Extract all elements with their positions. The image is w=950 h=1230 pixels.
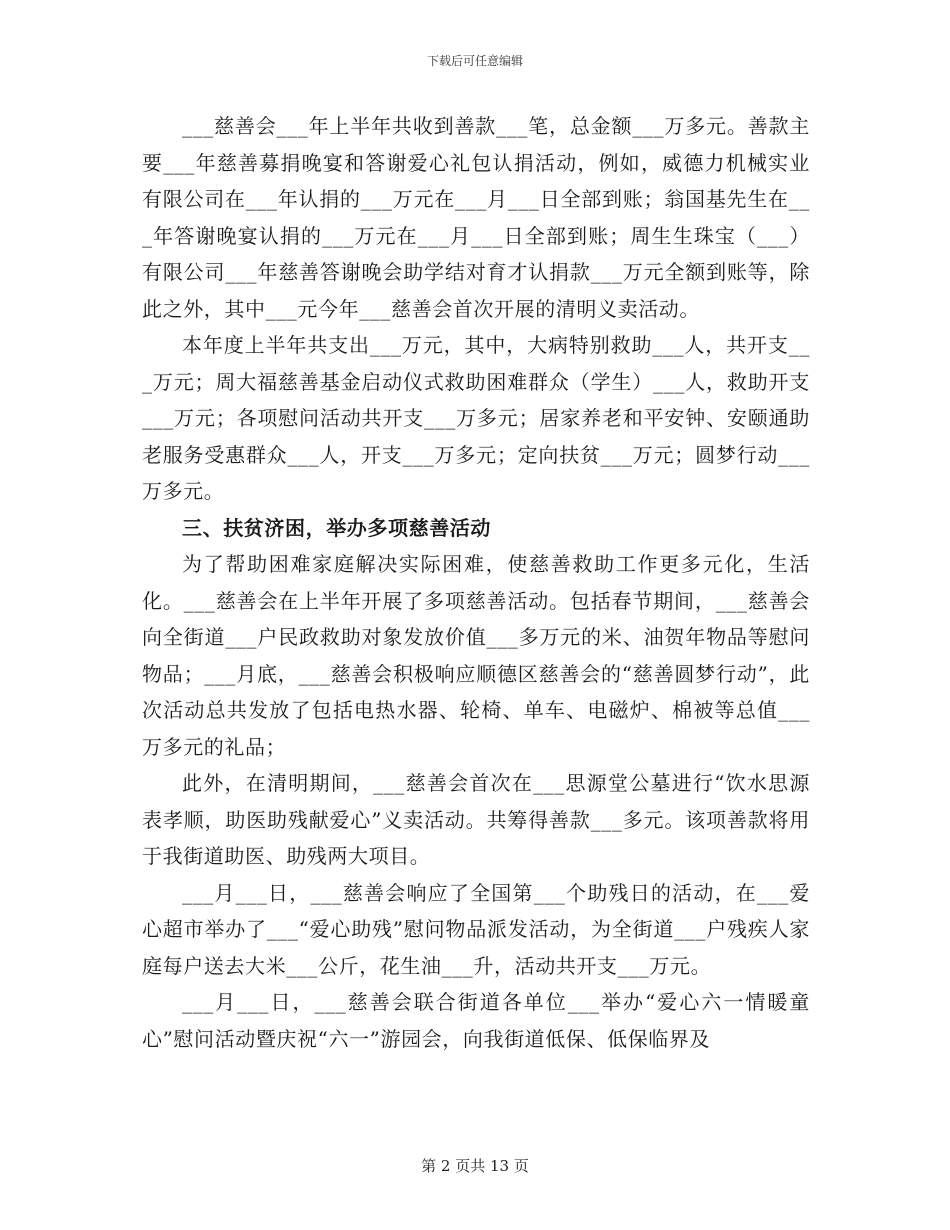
paragraph-disability-day: ___月___日，___慈善会响应了全国第___个助残日的活动，在___爱心超市举办了___“爱心助残”慰问物品派发活动，为全街道___户残疾人家庭每户送去大米___公斤，花生油___升，活动共开支___万元。 xyxy=(142,880,810,978)
page-header: 下载后可任意编辑 xyxy=(426,54,523,68)
section-heading: 三、扶贫济困，举办多项慈善活动 xyxy=(182,515,491,540)
paragraph-childrens-day: ___月___日，___慈善会联合街道各单位___举办“爱心六一情暖童心”慰问活动暨庆祝“六一”游园会，向我街道低保、低保临界及 xyxy=(142,990,810,1051)
paragraph-expenditure: 本年度上半年共支出___万元，其中，大病特别救助___人，共开支___万元；周大福慈善基金启动仪式救助困难群众（学生）___人，救助开支___万元；各项慰问活动共开支___万多元；居家养老和平安钟、安颐通助老服务受惠群众___人，开支___万多元；定向扶贫___万元；圆梦行动___万多元。 xyxy=(142,333,810,503)
paragraph-qingming-sale: 此外，在清明期间，___慈善会首次在___思源堂公墓进行“饮水思源表孝顺，助医助残献爱心”义卖活动。共筹得善款___多元。该项善款将用于我街道助医、助残两大项目。 xyxy=(142,771,810,868)
page-footer: 第 2 页共 13 页 xyxy=(421,1157,529,1175)
paragraph-activities: 为了帮助困难家庭解决实际困难，使慈善救助工作更多元化，生活化。___慈善会在上半年开展了多项慈善活动。包括春节期间，___慈善会向全街道___户民政救助对象发放价值___多万元的米、油贺年物品等慰问物品；___月底，___慈善会积极响应顺德区慈善会的“慈善圆梦行动”，此次活动总共发放了包括电热水器、轮椅、单车、电磁炉、棉被等总值___万多元的礼品； xyxy=(142,552,810,759)
document-body xyxy=(142,108,810,1057)
paragraph-donations-received: ___慈善会___年上半年共收到善款___笔，总金额___万多元。善款主要___年慈善募捐晚宴和答谢爱心礼包认捐活动，例如，威德力机械实业有限公司在___年认捐的___万元在___月___日全部到账；翁国基先生在___年答谢晚宴认捐的___万元在___月___日全部到账；周生生珠宝（___）有限公司___年慈善答谢晚会助学结对育才认捐款___万元全额到账等，除此之外，其中___元今年___慈善会首次开展的清明义卖活动。 xyxy=(142,114,810,321)
